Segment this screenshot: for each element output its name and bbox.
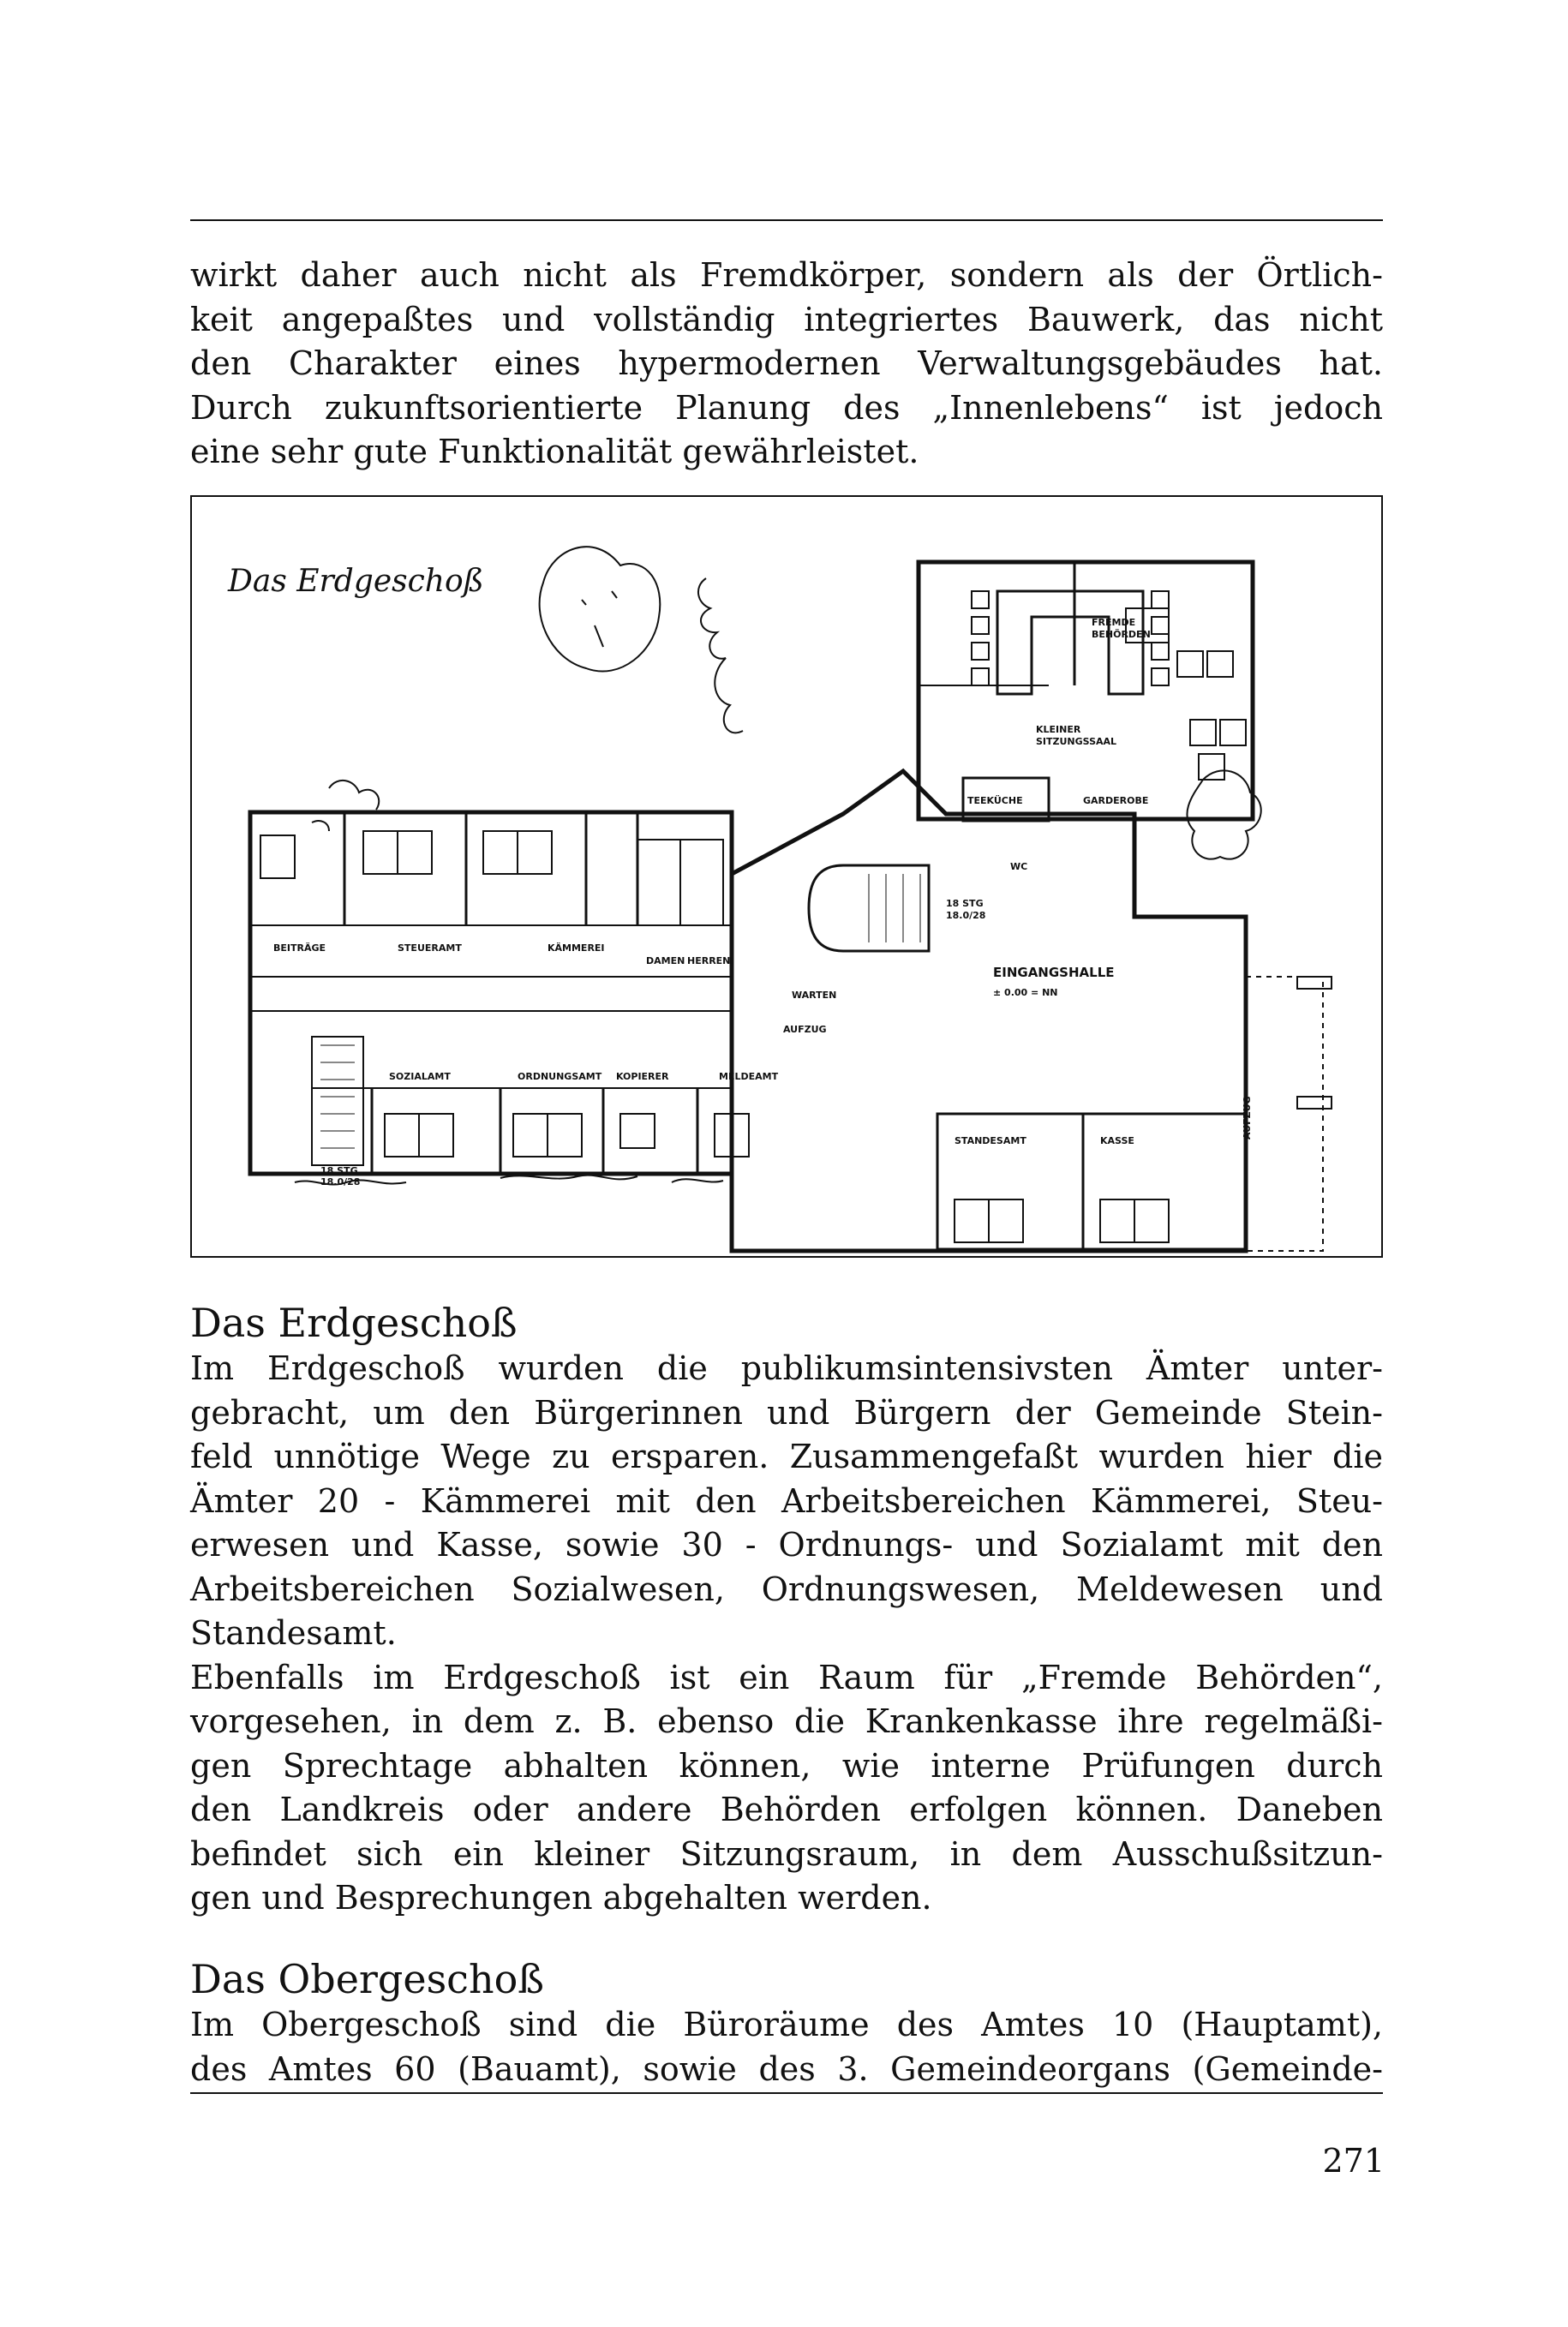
room-label-eingangshalle: EINGANGSHALLE bbox=[993, 965, 1115, 980]
room-label-aufzug: AUFZUG bbox=[783, 1024, 827, 1035]
text-line: vorgesehen, in dem z. B. ebenso die Krankenkasse ihre regelmäßi- bbox=[190, 1702, 1383, 1740]
text-line: gen Sprechtage abhalten können, wie interne Prüfungen durch bbox=[190, 1746, 1383, 1785]
text-line: den Landkreis oder andere Behörden erfolgen können. Daneben bbox=[190, 1791, 1383, 1828]
stair-note-2: 18.0/28 bbox=[946, 910, 986, 921]
top-rule bbox=[190, 219, 1383, 221]
figure-caption: Das Erdgeschoß bbox=[228, 564, 484, 599]
page-number: 271 bbox=[1322, 2142, 1385, 2180]
room-label-wc: WC bbox=[1010, 861, 1028, 872]
text-line: keit angepaßtes und vollständig integriertes Bauwerk, das nicht bbox=[190, 300, 1383, 338]
text-line: gen und Besprechungen abgehalten werden. bbox=[190, 1879, 932, 1917]
room-label-kasse: KASSE bbox=[1100, 1135, 1134, 1146]
floor-plan-figure bbox=[190, 495, 1383, 1258]
stair-note-1: 18 STG bbox=[946, 898, 984, 909]
room-label-sitzungssaal-1: KLEINER bbox=[1036, 724, 1081, 735]
text-line: Ämter 20 - Kämmerei mit den Arbeitsbereichen Kämmerei, Steu- bbox=[190, 1481, 1383, 1520]
intro-paragraph bbox=[190, 254, 1383, 475]
text-line: gebracht, um den Bürgerinnen und Bürgern der Gemeinde Stein- bbox=[190, 1393, 1383, 1432]
room-label-herren: HERREN bbox=[687, 955, 731, 966]
text-line: den Charakter eines hypermodernen Verwaltungsgebäudes hat. bbox=[190, 344, 1383, 382]
text-line: des Amtes 60 (Bauamt), sowie des 3. Gemeindeorgans (Gemeinde- bbox=[190, 2049, 1383, 2088]
section-heading: Das Obergeschoß bbox=[190, 1956, 544, 2002]
text-line: befindet sich ein kleiner Sitzungsraum, in dem Ausschußsitzun- bbox=[190, 1834, 1383, 1873]
room-label-aufzug-2: AUFZUG bbox=[1242, 1096, 1253, 1140]
room-label-kopierer: KOPIERER bbox=[616, 1071, 669, 1082]
stair2-note-2: 18.0/28 bbox=[320, 1176, 361, 1187]
room-label-sitzungssaal-2: SITZUNGSSAAL bbox=[1036, 736, 1117, 747]
room-label-fremde-2: BEHÖRDEN bbox=[1092, 629, 1151, 640]
room-label-beitraege: BEITRÄGE bbox=[273, 942, 326, 954]
text-line: eine sehr gute Funktionalität gewährleistet. bbox=[190, 433, 919, 470]
hall-level: ± 0.00 = NN bbox=[993, 987, 1058, 998]
text-line: erwesen und Kasse, sowie 30 - Ordnungs- und Sozialamt mit den bbox=[190, 1526, 1383, 1564]
text-line: Im Obergeschoß sind die Büroräume des Amtes 10 (Hauptamt), bbox=[190, 2006, 1383, 2043]
room-label-teekueche: TEEKÜCHE bbox=[967, 795, 1023, 806]
bottom-rule bbox=[190, 2092, 1383, 2094]
room-label-meldeamt: MELDEAMT bbox=[719, 1071, 779, 1082]
text-line: Im Erdgeschoß wurden die publikumsintensivsten Ämter unter- bbox=[190, 1349, 1383, 1387]
room-label-ordnungsamt: ORDNUNGSAMT bbox=[518, 1071, 602, 1082]
text-line: Standesamt. bbox=[190, 1614, 397, 1652]
room-label-sozialamt: SOZIALAMT bbox=[389, 1071, 451, 1082]
text-line: Durch zukunftsorientierte Planung des „Innenlebens“ ist jedoch bbox=[190, 388, 1383, 427]
text-line: wirkt daher auch nicht als Fremdkörper, sondern als der Örtlich- bbox=[190, 256, 1383, 294]
stair2-note-1: 18 STG bbox=[320, 1165, 358, 1176]
room-label-steueramt: STEUERAMT bbox=[398, 942, 462, 954]
section-heading: Das Erdgeschoß bbox=[190, 1300, 518, 1346]
section-paragraph bbox=[190, 2003, 1383, 2091]
text-line: Arbeitsbereichen Sozialwesen, Ordnungswesen, Meldewesen und bbox=[190, 1570, 1383, 1608]
room-label-garderobe: GARDEROBE bbox=[1083, 795, 1149, 806]
room-label-fremde-1: FREMDE bbox=[1092, 617, 1136, 628]
floor-plan-drawing bbox=[192, 497, 1381, 1256]
room-label-warten: WARTEN bbox=[792, 990, 837, 1001]
room-label-standesamt: STANDESAMT bbox=[955, 1135, 1026, 1146]
room-label-damen: DAMEN bbox=[646, 955, 685, 966]
room-label-kaemmerei: KÄMMEREI bbox=[548, 942, 605, 954]
text-line: Ebenfalls im Erdgeschoß ist ein Raum für „Fremde Behörden“, bbox=[190, 1658, 1383, 1696]
text-line: feld unnötige Wege zu ersparen. Zusammengefaßt wurden hier die bbox=[190, 1438, 1383, 1475]
section-paragraph bbox=[190, 1347, 1383, 1921]
